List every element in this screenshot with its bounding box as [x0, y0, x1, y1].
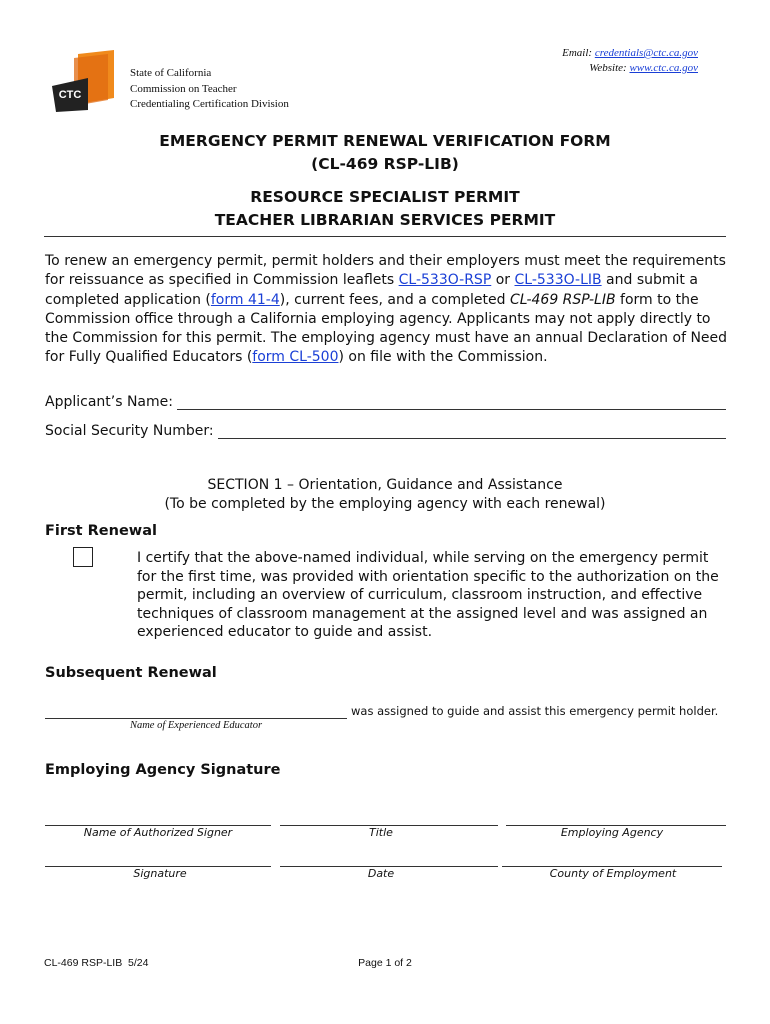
ctc-logo — [48, 48, 118, 114]
footer-page-number: Page 1 of 2 — [358, 957, 412, 969]
ssn-label: Social Security Number: — [45, 423, 214, 439]
employing-agency-caption: Employing Agency — [560, 826, 664, 839]
email-line — [562, 46, 698, 61]
applicant-name-label: Applicant’s Name: — [45, 394, 173, 410]
assigned-statement: was assigned to guide and assist this emergency permit holder. — [351, 704, 719, 718]
agency-name-block — [130, 66, 289, 113]
agency-line-division: Credentialing Certification Division — [130, 98, 289, 110]
applicant-name-field[interactable] — [177, 395, 726, 410]
section-1-subtitle: (To be completed by the employing agency with each renewal) — [164, 496, 606, 512]
signature-caption: Signature — [133, 867, 187, 880]
form-title: EMERGENCY PERMIT RENEWAL VERIFICATION FORM — [159, 132, 611, 150]
svg-text:CTC: CTC — [58, 89, 82, 101]
intro-text: and submit a completed application ( — [45, 272, 698, 308]
section-1-header — [0, 476, 770, 514]
email-label: Email: — [562, 47, 593, 59]
applicant-name-row — [45, 394, 726, 410]
ssn-field[interactable] — [218, 424, 726, 439]
intro-text: To renew an emergency permit, permit holders and their employers must meet the requirements for reissuance as specified in Commission leaflets — [45, 253, 726, 289]
agency-line-state: State of California — [130, 67, 212, 79]
experienced-educator-caption: Name of Experienced Educator — [129, 720, 263, 731]
title-divider — [44, 236, 726, 237]
first-renewal-heading: First Renewal — [45, 523, 157, 539]
contact-block — [562, 46, 698, 76]
permit-title-lib: TEACHER LIBRARIAN SERVICES PERMIT — [214, 211, 556, 229]
ctc-logo-icon — [48, 48, 118, 114]
intro-text: ), current fees, and a completed — [279, 291, 510, 308]
first-renewal-checkbox[interactable] — [73, 547, 93, 567]
form-41-4-link[interactable]: form 41-4 — [210, 291, 280, 308]
website-label: Website: — [589, 62, 627, 74]
form-reference: CL-469 RSP-LIB — [509, 291, 616, 308]
leaflet-lib-link[interactable]: CL-533O-LIB — [514, 272, 602, 289]
employing-agency-heading: Employing Agency Signature — [45, 762, 281, 778]
form-code-title: (CL-469 RSP-LIB) — [311, 155, 459, 173]
form-title-block — [0, 130, 770, 232]
intro-text: or — [491, 272, 515, 289]
title-caption: Title — [369, 826, 393, 839]
agency-line-commission: Commission on Teacher — [130, 82, 237, 95]
first-renewal-certification: I certify that the above-named individual, while serving on the emergency permit for the first time, was provided with orientation specific to the authorization on the permit, including an overview of curriculum, classroom instruction, and effective techniques of classroom management at the assigned level and was assigned an experienced educator to guide and assist. — [137, 550, 719, 641]
intro-text: ) on file with the Commission. — [338, 349, 548, 366]
intro-text: form to the Commission office through a California employing agency. Applicants may not apply directly to the Commission for this permit. The employing agency must have an annual Declaration of Need for Fully Qualified Educators ( — [45, 291, 728, 366]
ssn-row — [45, 423, 726, 439]
section-1-title: SECTION 1 – Orientation, Guidance and Assistance — [207, 477, 563, 493]
experienced-educator-field[interactable] — [45, 718, 347, 719]
website-link[interactable]: www.ctc.ca.gov — [629, 62, 698, 74]
form-cl-500-link[interactable]: form CL-500 — [252, 349, 339, 366]
footer-form-code: CL-469 RSP-LIB 5/24 — [44, 957, 149, 969]
subsequent-renewal-heading: Subsequent Renewal — [45, 665, 217, 681]
intro-paragraph — [45, 252, 735, 368]
permit-title-rsp: RESOURCE SPECIALIST PERMIT — [250, 188, 520, 206]
leaflet-rsp-link[interactable]: CL-533O-RSP — [398, 272, 492, 289]
email-link[interactable]: credentials@ctc.ca.gov — [594, 47, 698, 59]
authorized-signer-caption: Name of Authorized Signer — [83, 826, 233, 839]
date-caption: Date — [367, 867, 395, 880]
website-line — [562, 61, 698, 76]
county-caption: County of Employment — [549, 867, 677, 880]
